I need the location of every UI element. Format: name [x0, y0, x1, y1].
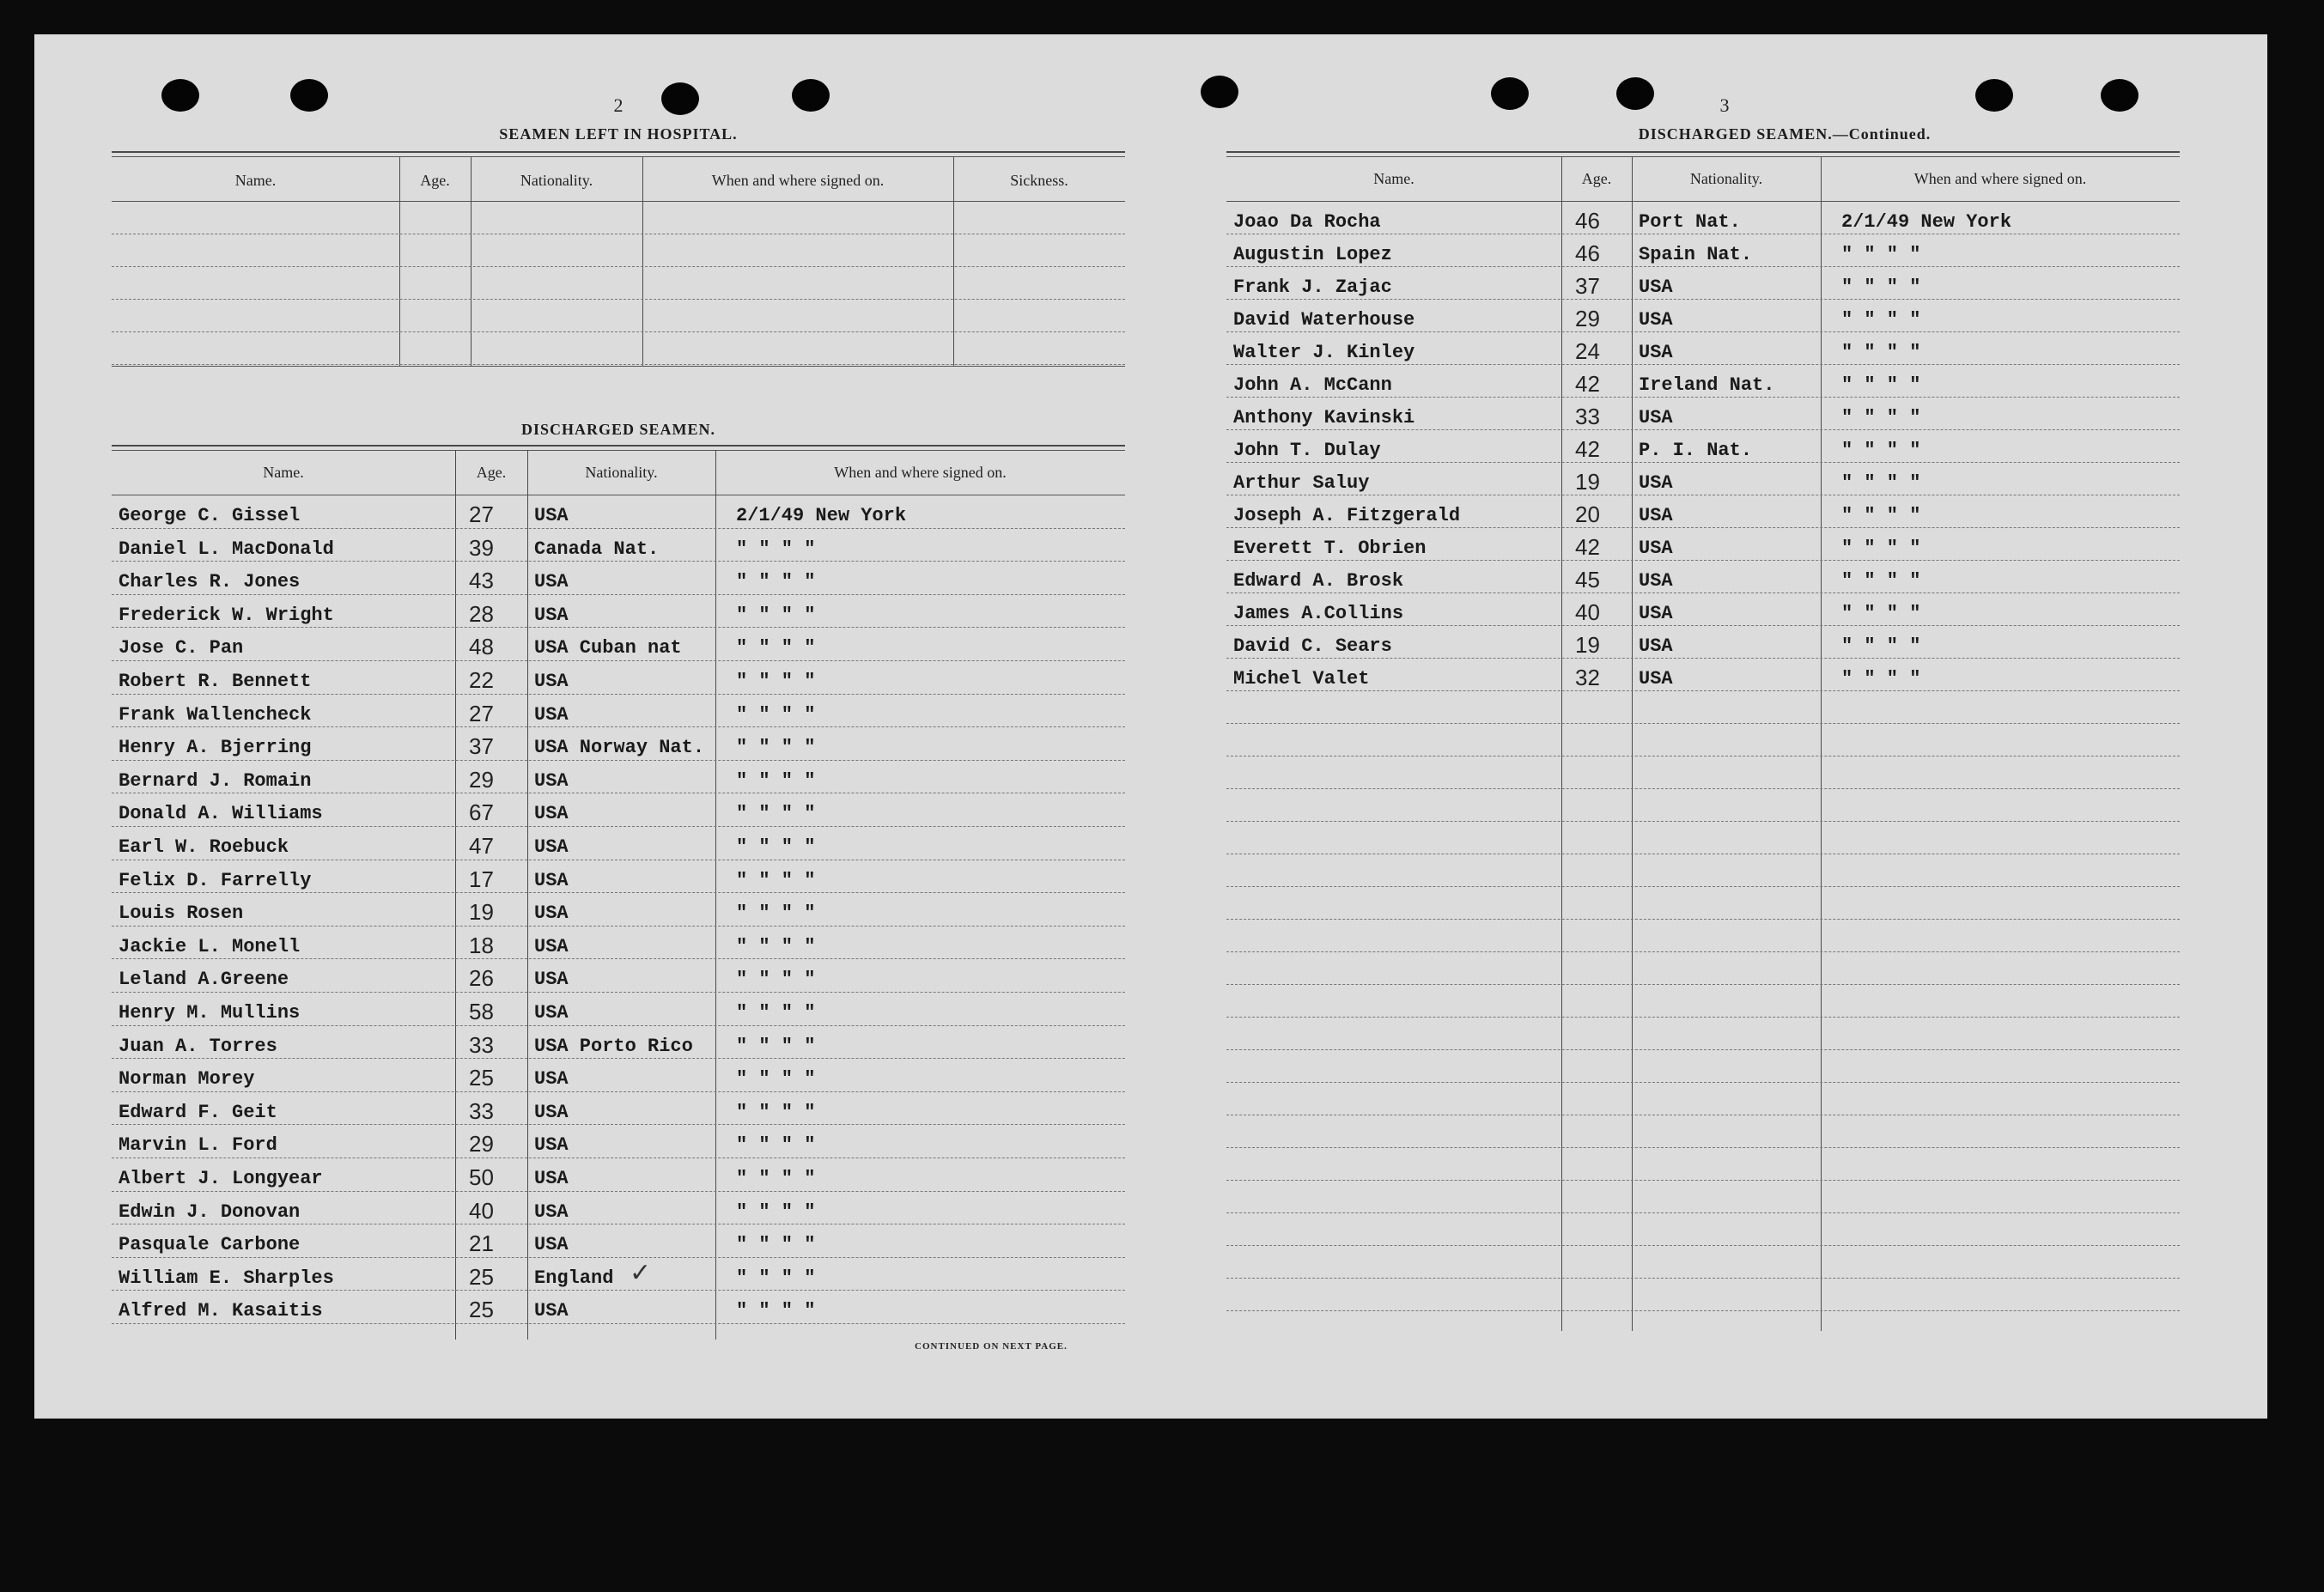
seaman-nationality: USA [1639, 407, 1673, 428]
row-line [1226, 592, 2180, 593]
signed-on: " " " " [1841, 505, 1921, 526]
seaman-nationality: USA [534, 1101, 569, 1123]
row-line [112, 1257, 1125, 1258]
seaman-nationality: USA [534, 571, 569, 593]
seaman-name: Frank Wallencheck [119, 703, 312, 726]
seaman-nationality: USA [1639, 635, 1673, 657]
column-header: Sickness. [1010, 172, 1068, 189]
signed-on: " " " " [1841, 635, 1921, 657]
seaman-age: 42 [1575, 534, 1600, 560]
row-line [1226, 658, 2180, 659]
seaman-age: 18 [469, 932, 494, 958]
seaman-name: Arthur Saluy [1233, 472, 1370, 494]
seaman-nationality: USA [1639, 570, 1673, 592]
column-divider [1821, 156, 1822, 1331]
seaman-name: Henry M. Mullins [119, 1002, 301, 1024]
column-header: When and where signed on. [1913, 170, 2087, 187]
seaman-nationality: P. I. Nat. [1639, 440, 1753, 461]
seaman-name: Walter J. Kinley [1233, 342, 1415, 363]
row-line [112, 1323, 1125, 1324]
column-header: Nationality. [585, 464, 658, 481]
seaman-name: James A.Collins [1233, 603, 1404, 624]
seaman-age: 29 [1575, 306, 1600, 331]
seaman-age: 32 [1575, 665, 1600, 690]
row-line [1226, 821, 2180, 822]
signed-on: " " " " [736, 1300, 816, 1322]
signed-on: " " " " [1841, 603, 1921, 624]
row-line [1226, 1147, 2180, 1148]
column-header: Nationality. [520, 172, 593, 189]
signed-on: " " " " [1841, 244, 1921, 265]
signed-on: " " " " [736, 571, 816, 593]
seaman-name: Louis Rosen [119, 902, 244, 925]
seaman-nationality: USA [534, 902, 569, 925]
row-line [1226, 788, 2180, 789]
seaman-age: 19 [469, 899, 494, 926]
seaman-name: Joseph A. Fitzgerald [1233, 505, 1461, 526]
seaman-name: Marvin L. Ford [119, 1134, 277, 1157]
seaman-nationality: USA [534, 604, 569, 626]
discharged-section-title: DISCHARGED SEAMEN. [520, 421, 716, 438]
signed-on: " " " " [736, 803, 816, 825]
row-line [1226, 266, 2180, 267]
signed-on: 2/1/49 New York [1841, 211, 2012, 233]
signed-on: " " " " [736, 1200, 816, 1223]
seaman-age: 40 [1575, 599, 1600, 625]
row-line [112, 1191, 1125, 1192]
seaman-nationality: USA [534, 1134, 569, 1157]
seaman-nationality: USA [1639, 309, 1673, 331]
row-line [112, 1058, 1125, 1059]
seaman-age: 43 [469, 568, 494, 594]
row-line [112, 926, 1125, 927]
seaman-age: 42 [1575, 436, 1600, 462]
column-divider [455, 450, 456, 1340]
signed-on: " " " " [736, 604, 816, 626]
seaman-nationality: USA [1639, 505, 1673, 526]
column-header: Name. [234, 172, 277, 189]
seaman-name: John T. Dulay [1233, 440, 1381, 461]
seaman-name: William E. Sharples [119, 1267, 334, 1289]
seaman-name: Augustin Lopez [1233, 244, 1392, 265]
seaman-age: 28 [469, 600, 494, 627]
row-line [112, 992, 1125, 993]
signed-on: " " " " [736, 1168, 816, 1189]
seaman-age: 40 [469, 1197, 494, 1224]
row-line [112, 561, 1125, 562]
seaman-age: 47 [469, 833, 494, 859]
signed-on: " " " " [736, 637, 816, 659]
column-divider [642, 156, 643, 366]
signed-on: " " " " [736, 1267, 816, 1289]
right-page [1226, 34, 2223, 1419]
seaman-nationality: USA [1639, 603, 1673, 624]
column-divider [1561, 156, 1562, 1331]
seaman-age: 25 [469, 1297, 494, 1323]
seaman-age: 27 [469, 700, 494, 726]
seaman-age: 33 [1575, 404, 1600, 429]
seaman-nationality: Spain Nat. [1639, 244, 1753, 265]
seaman-nationality: USA [534, 1168, 569, 1189]
seaman-name: Earl W. Roebuck [119, 836, 289, 858]
seaman-name: Joao Da Rocha [1233, 211, 1381, 233]
seaman-name: Edward A. Brosk [1233, 570, 1404, 592]
seaman-age: 17 [469, 866, 494, 892]
seaman-name: Felix D. Farrelly [119, 869, 312, 891]
row-line [1226, 1180, 2180, 1181]
seaman-name: Everett T. Obrien [1233, 538, 1427, 559]
seaman-name: Bernard J. Romain [119, 769, 312, 792]
seaman-name: Robert R. Bennett [119, 671, 312, 692]
seaman-name: Leland A.Greene [119, 969, 289, 991]
seaman-nationality: Port Nat. [1639, 211, 1741, 233]
check-mark: ✓ [630, 1259, 652, 1287]
row-line [1226, 690, 2180, 691]
seaman-name: Edward F. Geit [119, 1101, 277, 1123]
signed-on: " " " " [736, 1234, 816, 1256]
seaman-nationality: Ireland Nat. [1639, 374, 1775, 396]
signed-on: " " " " [736, 935, 816, 957]
signed-on: " " " " [736, 538, 816, 560]
row-line [112, 528, 1125, 529]
signed-on: " " " " [736, 869, 816, 891]
seaman-name: Jackie L. Monell [119, 935, 301, 957]
document-sheet [34, 34, 2267, 1419]
seaman-nationality: USA [534, 869, 569, 891]
seaman-name: Donald A. Williams [119, 803, 323, 825]
seaman-age: 37 [1575, 273, 1600, 299]
seaman-age: 37 [469, 733, 494, 760]
row-line [112, 1124, 1125, 1125]
seaman-name: Juan A. Torres [119, 1035, 277, 1057]
empty-row-line [112, 299, 1125, 300]
seaman-name: Michel Valet [1233, 668, 1370, 690]
row-line [112, 627, 1125, 628]
seaman-age: 19 [1575, 632, 1600, 658]
seaman-age: 46 [1575, 208, 1600, 234]
row-line [1226, 299, 2180, 300]
row-line [1226, 1212, 2180, 1213]
signed-on: " " " " [736, 671, 816, 692]
seaman-nationality: Canada Nat. [534, 538, 660, 560]
empty-row-line [112, 364, 1125, 365]
column-header: Name. [263, 464, 304, 481]
seaman-name: Charles R. Jones [119, 571, 301, 593]
column-divider [953, 156, 954, 366]
column-header: Age. [476, 464, 507, 481]
row-line [112, 694, 1125, 695]
seaman-nationality: USA Cuban nat [534, 637, 682, 659]
row-line [112, 726, 1125, 727]
signed-on: " " " " [1841, 276, 1921, 298]
seaman-nationality: USA [534, 671, 569, 692]
column-divider [399, 156, 400, 366]
seaman-age: 33 [469, 1031, 494, 1058]
seaman-name: David Waterhouse [1233, 309, 1415, 331]
left-page [112, 34, 1125, 1419]
seaman-age: 45 [1575, 567, 1600, 592]
seaman-age: 24 [1575, 338, 1600, 364]
seaman-age: 25 [469, 1263, 494, 1290]
signed-on: " " " " [1841, 668, 1921, 690]
empty-row-line [112, 331, 1125, 332]
row-line [112, 1091, 1125, 1092]
row-line [1226, 331, 2180, 332]
row-line [1226, 364, 2180, 365]
seaman-nationality: USA [1639, 342, 1673, 363]
row-line [112, 660, 1125, 661]
header-divider [1226, 201, 2180, 202]
column-header: When and where signed on. [834, 464, 1007, 481]
signed-on: " " " " [736, 1035, 816, 1057]
row-line [112, 1025, 1125, 1026]
row-line [1226, 886, 2180, 887]
seaman-age: 33 [469, 1097, 494, 1124]
row-line [1226, 1245, 2180, 1246]
continued-note: CONTINUED ON NEXT PAGE. [915, 1341, 1068, 1352]
table-bottom-rule [112, 366, 1125, 367]
seaman-name: Anthony Kavinski [1233, 407, 1415, 428]
row-line [1226, 429, 2180, 430]
header-divider [112, 201, 1125, 202]
signed-on: " " " " [736, 902, 816, 925]
seaman-name: Albert J. Longyear [119, 1168, 323, 1189]
seaman-nationality: USA [534, 935, 569, 957]
seaman-age: 21 [469, 1230, 494, 1257]
signed-on: " " " " [736, 969, 816, 991]
row-line [112, 826, 1125, 827]
seaman-age: 29 [469, 1131, 494, 1158]
seaman-nationality: USA Porto Rico [534, 1035, 693, 1057]
seaman-nationality: USA [1639, 276, 1673, 298]
seaman-nationality: USA [534, 1234, 569, 1256]
row-line [1226, 756, 2180, 757]
empty-row-line [112, 266, 1125, 267]
column-header: Age. [420, 172, 450, 189]
column-header: Age. [1581, 170, 1612, 187]
row-line [1226, 527, 2180, 528]
seaman-age: 20 [1575, 501, 1600, 527]
seaman-nationality: USA [534, 1200, 569, 1223]
signed-on: " " " " [736, 1101, 816, 1123]
seaman-name: Norman Morey [119, 1068, 255, 1091]
seaman-name: Frank J. Zajac [1233, 276, 1392, 298]
column-header: Nationality. [1689, 170, 1763, 187]
seaman-age: 50 [469, 1164, 494, 1190]
seaman-age: 42 [1575, 371, 1600, 397]
page-number: 3 [1719, 94, 1730, 116]
signed-on: " " " " [1841, 538, 1921, 559]
seaman-nationality: USA [534, 703, 569, 726]
seaman-age: 67 [469, 799, 494, 826]
signed-on: " " " " [736, 737, 816, 759]
column-header: Name. [1373, 170, 1414, 187]
signed-on: 2/1/49 New York [736, 505, 907, 526]
seaman-age: 25 [469, 1065, 494, 1091]
seaman-nationality: USA [1639, 668, 1673, 690]
signed-on: " " " " [1841, 374, 1921, 396]
row-line [1226, 1017, 2180, 1018]
row-line [1226, 1310, 2180, 1311]
seaman-name: Henry A. Bjerring [119, 737, 312, 759]
seaman-age: 48 [469, 634, 494, 660]
seaman-nationality: USA [534, 969, 569, 991]
page-number: 2 [613, 94, 624, 116]
signed-on: " " " " [1841, 309, 1921, 331]
row-line [112, 1290, 1125, 1291]
signed-on: " " " " [1841, 472, 1921, 494]
seaman-name: George C. Gissel [119, 505, 301, 526]
column-divider [527, 450, 528, 1340]
row-line [1226, 919, 2180, 920]
signed-on: " " " " [736, 1002, 816, 1024]
seaman-age: 29 [469, 766, 494, 793]
signed-on: " " " " [736, 1068, 816, 1091]
seaman-age: 39 [469, 534, 494, 561]
seaman-name: John A. McCann [1233, 374, 1392, 396]
seaman-age: 27 [469, 501, 494, 527]
row-line [112, 760, 1125, 761]
row-line [1226, 984, 2180, 985]
column-header: When and where signed on. [711, 172, 885, 189]
seaman-nationality: USA [534, 1002, 569, 1024]
row-line [1226, 1049, 2180, 1050]
seaman-nationality: USA [534, 1300, 569, 1322]
seaman-age: 58 [469, 999, 494, 1024]
row-line [1226, 951, 2180, 952]
row-line [112, 892, 1125, 893]
seaman-age: 19 [1575, 469, 1600, 495]
signed-on: " " " " [736, 703, 816, 726]
discharged-continued-title: DISCHARGED SEAMEN.—Continued. [1638, 125, 1932, 143]
signed-on: " " " " [736, 1134, 816, 1157]
signed-on: " " " " [1841, 407, 1921, 428]
seaman-nationality: USA [534, 836, 569, 858]
seaman-nationality: USA [534, 803, 569, 825]
row-line [1226, 625, 2180, 626]
seaman-nationality: USA [534, 505, 569, 526]
seaman-age: 46 [1575, 240, 1600, 266]
row-line [1226, 397, 2180, 398]
column-divider [1632, 156, 1633, 1331]
seaman-nationality: England [534, 1267, 614, 1289]
row-line [1226, 723, 2180, 724]
seaman-age: 26 [469, 965, 494, 992]
seaman-name: Alfred M. Kasaitis [119, 1300, 323, 1322]
row-line [1226, 560, 2180, 561]
signed-on: " " " " [1841, 570, 1921, 592]
row-line [112, 594, 1125, 595]
seaman-name: Daniel L. MacDonald [119, 538, 334, 560]
seaman-name: David C. Sears [1233, 635, 1392, 657]
row-line [1226, 462, 2180, 463]
seaman-nationality: USA Norway Nat. [534, 737, 705, 759]
signed-on: " " " " [1841, 440, 1921, 461]
seaman-age: 22 [469, 667, 494, 693]
row-line [1226, 1082, 2180, 1083]
seaman-nationality: USA [1639, 538, 1673, 559]
seaman-name: Edwin J. Donovan [119, 1200, 301, 1223]
seaman-nationality: USA [534, 769, 569, 792]
row-line [1226, 1278, 2180, 1279]
column-divider [715, 450, 716, 1340]
row-line [112, 958, 1125, 959]
signed-on: " " " " [736, 836, 816, 858]
signed-on: " " " " [736, 769, 816, 792]
seaman-name: Frederick W. Wright [119, 604, 334, 626]
hospital-section-title: SEAMEN LEFT IN HOSPITAL. [499, 125, 738, 143]
seaman-nationality: USA [534, 1068, 569, 1091]
seaman-name: Pasquale Carbone [119, 1234, 301, 1256]
seaman-nationality: USA [1639, 472, 1673, 494]
seaman-name: Jose C. Pan [119, 637, 244, 659]
signed-on: " " " " [1841, 342, 1921, 363]
